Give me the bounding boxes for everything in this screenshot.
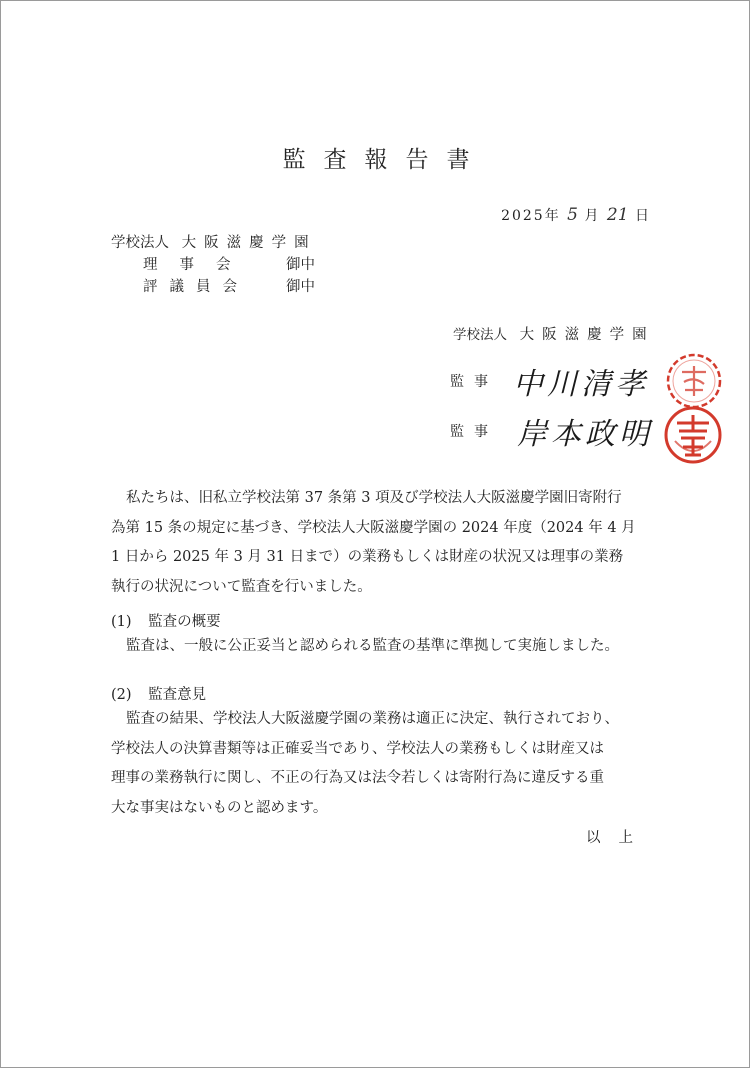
- section-2-body: [111, 705, 619, 823]
- section-1-line: 監査は、一般に公正妥当と認められる監査の基準に準拠して実施しました。: [126, 638, 619, 654]
- report-date: [501, 205, 651, 225]
- seal-stamp-icon: [665, 352, 723, 410]
- intro-line: 1 日から 2025 年 3 月 31 日まで）の業務もしくは財産の状況又は理事の業務: [111, 549, 624, 565]
- addressee-board-name: 理事会: [143, 257, 253, 273]
- section-1-number: (1): [111, 614, 132, 630]
- intro-line: 執行の状況について監査を行いました。: [111, 578, 372, 595]
- intro-line: 私たちは、旧私立学校法第 37 条第 3 項及び学校法人大阪滋慶学園旧寄附行: [126, 490, 622, 506]
- section-2-title: 監査意見: [148, 687, 207, 703]
- addressee-board-honorific: 御中: [286, 257, 315, 273]
- closing-text: 以上: [586, 830, 651, 846]
- sender-corp-name: 大阪滋慶学園: [519, 327, 655, 343]
- section-2-number: (2): [111, 687, 132, 703]
- section-2-line: 監査の結果、学校法人大阪滋慶学園の業務は適正に決定、執行されており、: [126, 711, 619, 727]
- section-1-title: 監査の概要: [148, 614, 221, 630]
- date-day-unit: 日: [635, 208, 651, 224]
- date-year: 2025年: [501, 208, 561, 224]
- addressee-corp: [111, 231, 317, 252]
- section-2-line: 大な事実はないものと認めます。: [111, 799, 328, 816]
- addressee-board: [143, 253, 253, 274]
- section-1-body: [126, 632, 619, 662]
- date-day-handwritten: 21: [606, 205, 629, 225]
- addressee-council-name: 評議員会: [143, 279, 249, 295]
- date-month-handwritten: 5: [567, 205, 578, 225]
- document-title: 監査報告書: [282, 147, 488, 173]
- auditor-2-signature: 岸本政明: [517, 417, 653, 452]
- auditor-2-label: 監事: [450, 424, 498, 440]
- section-2-line: 理事の業務執行に関し、不正の行為又は法令若しくは寄附行為に違反する重: [111, 770, 604, 786]
- addressee-council: [143, 275, 249, 296]
- addressee-corp-name: 大阪滋慶学園: [181, 235, 317, 251]
- sender-corp-prefix: 学校法人: [453, 327, 507, 343]
- addressee-corp-prefix: 学校法人: [111, 235, 169, 251]
- auditor-1-label: 監事: [450, 374, 498, 390]
- intro-paragraph: [111, 484, 636, 602]
- seal-stamp-icon: [663, 405, 723, 465]
- addressee-council-honorific: 御中: [286, 279, 315, 295]
- section-2-line: 学校法人の決算書類等は正確妥当であり、学校法人の業務もしくは財産又は: [111, 740, 604, 757]
- intro-line: 為第 15 条の規定に基づき、学校法人大阪滋慶学園の 2024 年度（2024 年 4 月: [111, 519, 636, 536]
- auditor-1-signature: 中川清孝: [513, 367, 649, 402]
- sender-corp: [453, 323, 655, 344]
- date-month-unit: 月: [584, 208, 601, 224]
